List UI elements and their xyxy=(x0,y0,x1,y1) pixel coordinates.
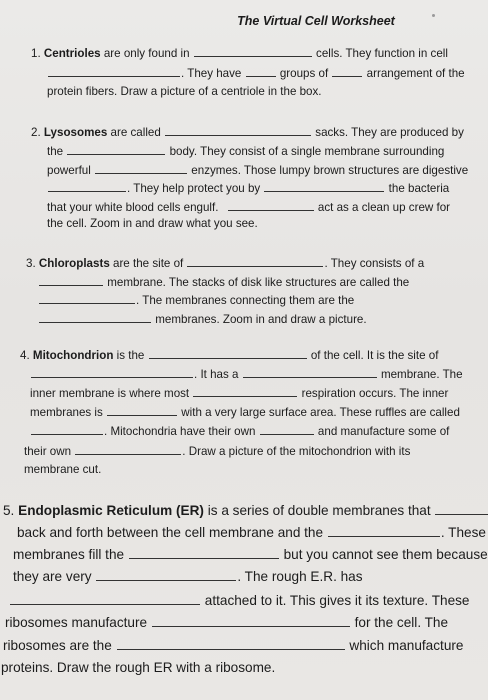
q1-term: Centrioles xyxy=(43,47,101,60)
q5-line-1: 5. Endoplasmic Reticulum (ER) is a series of double membranes that xyxy=(3,501,488,519)
q3-blank-1[interactable] xyxy=(187,255,323,267)
q4-blank-3[interactable] xyxy=(243,366,377,378)
speck xyxy=(432,14,435,17)
worksheet-title: The Virtual Cell Worksheet xyxy=(237,14,395,28)
q3-line-3: . The membranes connecting them are the xyxy=(38,292,354,308)
q1-line-1: 1. Centrioles are only found in cells. They function in cell xyxy=(31,47,448,60)
q5-line-4: they are very . The rough E.R. has xyxy=(13,569,363,584)
q4-number: 4. xyxy=(20,349,30,362)
q5-line-3: membranes fill the but you cannot see them because xyxy=(13,547,488,562)
q4-blank-4[interactable] xyxy=(193,385,297,397)
q2-line-5: that your white blood cells engulf. act as a clean up crew for xyxy=(47,201,451,214)
q5-number: 5. xyxy=(3,503,15,518)
q5-blank-3[interactable] xyxy=(129,545,279,559)
q4-blank-5[interactable] xyxy=(107,404,177,416)
q5-blank-6[interactable] xyxy=(152,613,350,627)
q4-blank-1[interactable] xyxy=(149,347,307,359)
q4-blank-7[interactable] xyxy=(260,423,314,435)
q3-number: 3. xyxy=(26,257,36,270)
q3-line-2: membrane. The stacks of disk like structures are called the xyxy=(38,274,409,290)
q1-blank-1[interactable] xyxy=(194,45,312,57)
q1-blank-3[interactable] xyxy=(246,65,276,77)
q5-line-6: ribosomes manufacture for the cell. The xyxy=(5,615,449,630)
q4-line-7: membrane cut. xyxy=(24,463,102,476)
q2-blank-5[interactable] xyxy=(264,180,384,192)
q4-line-5: . Mitochondria have their own and manufacture some of xyxy=(30,423,449,439)
q5-line-8: proteins. Draw the rough ER with a ribosome. xyxy=(1,660,276,675)
q3-line-1: 3. Chloroplasts are the site of . They consists of a xyxy=(26,257,425,270)
q2-line-4: . They help protect you by the bacteria xyxy=(47,180,449,196)
q2-blank-2[interactable] xyxy=(67,143,165,155)
q4-line-3: inner membrane is where most respiration occurs. The inner xyxy=(30,387,449,400)
q1-number: 1. xyxy=(31,47,41,60)
q1-line-3: protein fibers. Draw a picture of a centriole in the box. xyxy=(47,85,322,98)
q5-blank-4[interactable] xyxy=(96,567,236,581)
q4-blank-6[interactable] xyxy=(31,423,103,435)
q1-blank-2[interactable] xyxy=(48,65,180,77)
q3-term: Chloroplasts xyxy=(38,257,110,270)
q4-blank-2[interactable] xyxy=(31,366,193,378)
q1-blank-4[interactable] xyxy=(332,65,362,77)
q5-blank-7[interactable] xyxy=(117,636,345,650)
q4-blank-8[interactable] xyxy=(75,443,181,455)
q5-blank-2[interactable] xyxy=(328,523,440,537)
q5-line-2: back and forth between the cell membrane and the . These xyxy=(17,525,486,540)
q2-blank-6[interactable] xyxy=(228,199,314,211)
q5-line-5: attached to it. This gives it its texture. These xyxy=(9,591,470,609)
q4-line-4: membranes is with a very large surface area. These ruffles are called xyxy=(30,406,460,419)
q5-term: Endoplasmic Reticulum (ER) xyxy=(18,503,204,518)
q3-blank-2[interactable] xyxy=(39,274,103,286)
q3-line-4: membranes. Zoom in and draw a picture. xyxy=(38,311,367,327)
q5-line-7: ribosomes are the which manufacture xyxy=(3,638,464,653)
q4-line-6: their own . Draw a picture of the mitochondrion with its xyxy=(24,445,411,458)
q2-line-2: the body. They consist of a single membrane surrounding xyxy=(47,145,445,158)
q2-line-1: 2. Lysosomes are called sacks. They are produced by xyxy=(31,126,464,139)
q1-line-2: . They have groups of arrangement of the xyxy=(47,65,465,81)
q2-number: 2. xyxy=(31,126,41,139)
q2-blank-1[interactable] xyxy=(165,124,311,136)
q4-line-1: 4. Mitochondrion is the of the cell. It is the site of xyxy=(20,349,439,362)
q5-blank-5[interactable] xyxy=(10,591,200,605)
q2-term: Lysosomes xyxy=(43,126,108,139)
q2-blank-3[interactable] xyxy=(95,162,187,174)
q2-line-3: powerful enzymes. Those lumpy brown structures are digestive xyxy=(47,164,469,177)
q2-blank-4[interactable] xyxy=(48,180,126,192)
q5-blank-1[interactable] xyxy=(435,501,488,515)
q3-blank-4[interactable] xyxy=(39,311,151,323)
q4-line-2: . It has a membrane. The xyxy=(30,366,463,382)
q2-line-6: the cell. Zoom in and draw what you see. xyxy=(47,217,258,230)
q4-term: Mitochondrion xyxy=(32,349,114,362)
q3-blank-3[interactable] xyxy=(39,292,135,304)
